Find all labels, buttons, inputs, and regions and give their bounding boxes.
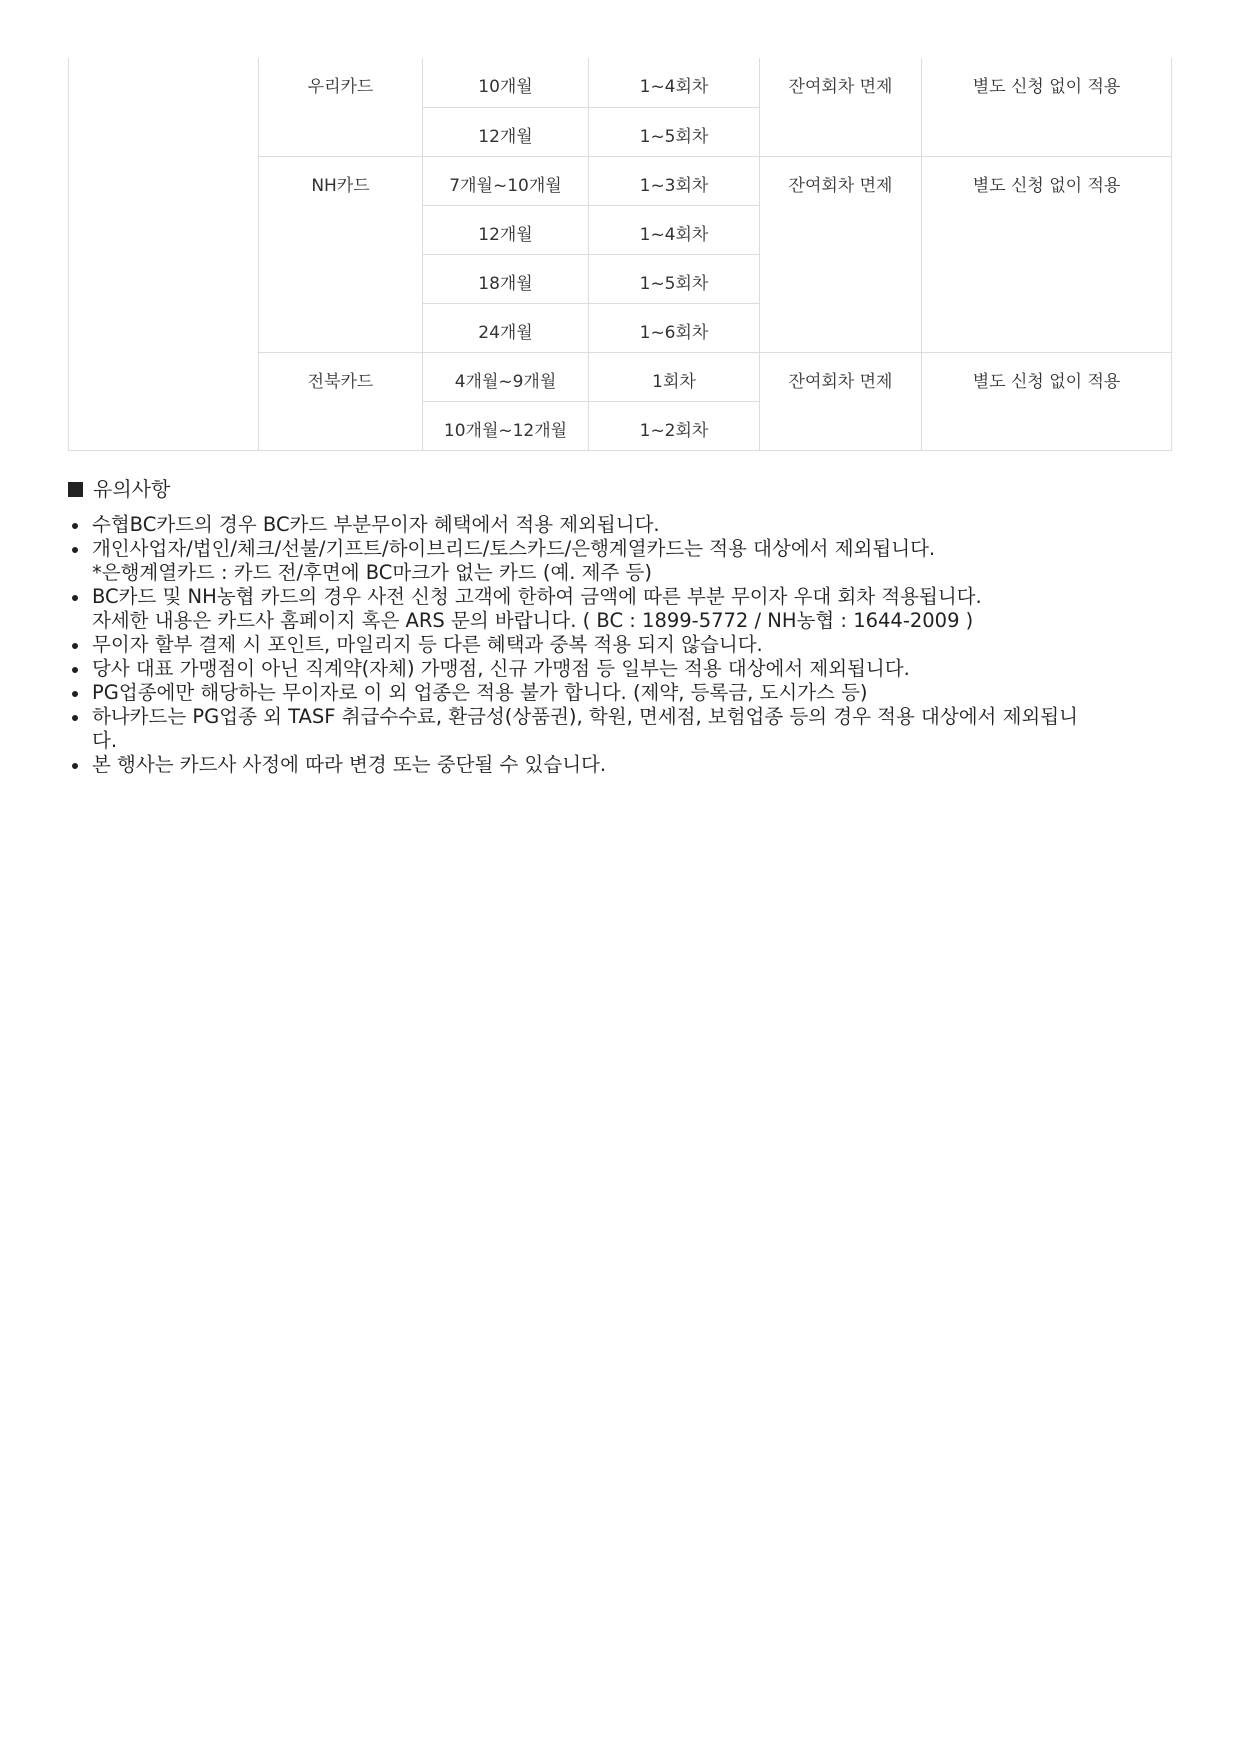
note-text: 당사 대표 가맹점이 아닌 직계약(자체) 가맹점, 신규 가맹점 등 일부는 적용 대상에서 제외됩니다. [92,657,910,680]
card-name-cell: 전북카드 [259,352,423,450]
period-cell: 12개월 [423,205,589,254]
note-subtext: *은행계열카드 : 카드 전/후면에 BC마크가 없는 카드 (예. 제주 등) [92,561,652,584]
round-cell: 1~3회차 [589,156,760,205]
application-cell: 별도 신청 없이 적용 [922,156,1172,352]
round-cell: 1~6회차 [589,303,760,352]
notes-heading [68,475,1172,503]
note-text: PG업종에만 해당하는 무이자로 이 외 업종은 적용 불가 합니다. (제약, 등록금, 도시가스 등) [92,681,868,704]
bullet-icon [72,715,78,721]
square-bullet-icon [68,482,83,497]
note-text: 하나카드는 PG업종 외 TASF 취급수수료, 환금성(상품권), 학원, 면세점, 보험업종 등의 경우 적용 대상에서 제외됩니 [92,705,1078,728]
bullet-icon [72,595,78,601]
benefit-cell: 잔여회차 면제 [760,58,922,156]
period-cell: 7개월~10개월 [423,156,589,205]
round-cell: 1~4회차 [589,205,760,254]
list-item [68,705,1172,753]
card-name-cell: 우리카드 [259,58,423,156]
notes-title: 유의사항 [93,477,171,501]
table-spacer-cell [69,58,259,450]
list-item [68,513,1172,537]
notes-list [68,513,1172,777]
table-row [69,58,1172,107]
period-cell: 24개월 [423,303,589,352]
application-cell: 별도 신청 없이 적용 [922,58,1172,156]
note-text-continued: 다. [92,729,118,752]
round-cell: 1회차 [589,352,760,401]
list-item [68,657,1172,681]
note-text: 개인사업자/법인/체크/선불/기프트/하이브리드/토스카드/은행계열카드는 적용 대상에서 제외됩니다. [92,537,936,560]
bullet-icon [72,763,78,769]
bullet-icon [72,691,78,697]
list-item [68,537,1172,585]
note-text: 본 행사는 카드사 사정에 따라 변경 또는 중단될 수 있습니다. [92,753,607,776]
round-cell: 1~5회차 [589,254,760,303]
period-cell: 4개월~9개월 [423,352,589,401]
note-subtext: 자세한 내용은 카드사 홈페이지 혹은 ARS 문의 바랍니다. ( BC : 1899-5772 / NH농협 : 1644-2009 ) [92,609,974,632]
period-cell: 10개월 [423,58,589,107]
note-text: 수협BC카드의 경우 BC카드 부분무이자 혜택에서 적용 제외됩니다. [92,513,660,536]
bullet-icon [72,523,78,529]
benefit-cell: 잔여회차 면제 [760,156,922,352]
bullet-icon [72,667,78,673]
interest-free-table [68,58,1172,451]
list-item [68,633,1172,657]
note-text: 무이자 할부 결제 시 포인트, 마일리지 등 다른 혜택과 중복 적용 되지 않습니다. [92,633,763,656]
notes-section [68,475,1172,777]
bullet-icon [72,547,78,553]
round-cell: 1~4회차 [589,58,760,107]
list-item [68,681,1172,705]
list-item [68,585,1172,633]
period-cell: 10개월~12개월 [423,401,589,450]
round-cell: 1~2회차 [589,401,760,450]
period-cell: 12개월 [423,107,589,156]
bullet-icon [72,643,78,649]
round-cell: 1~5회차 [589,107,760,156]
note-text: BC카드 및 NH농협 카드의 경우 사전 신청 고객에 한하여 금액에 따른 부분 무이자 우대 회차 적용됩니다. [92,585,982,608]
application-cell: 별도 신청 없이 적용 [922,352,1172,450]
benefit-cell: 잔여회차 면제 [760,352,922,450]
card-name-cell: NH카드 [259,156,423,352]
list-item [68,753,1172,777]
period-cell: 18개월 [423,254,589,303]
